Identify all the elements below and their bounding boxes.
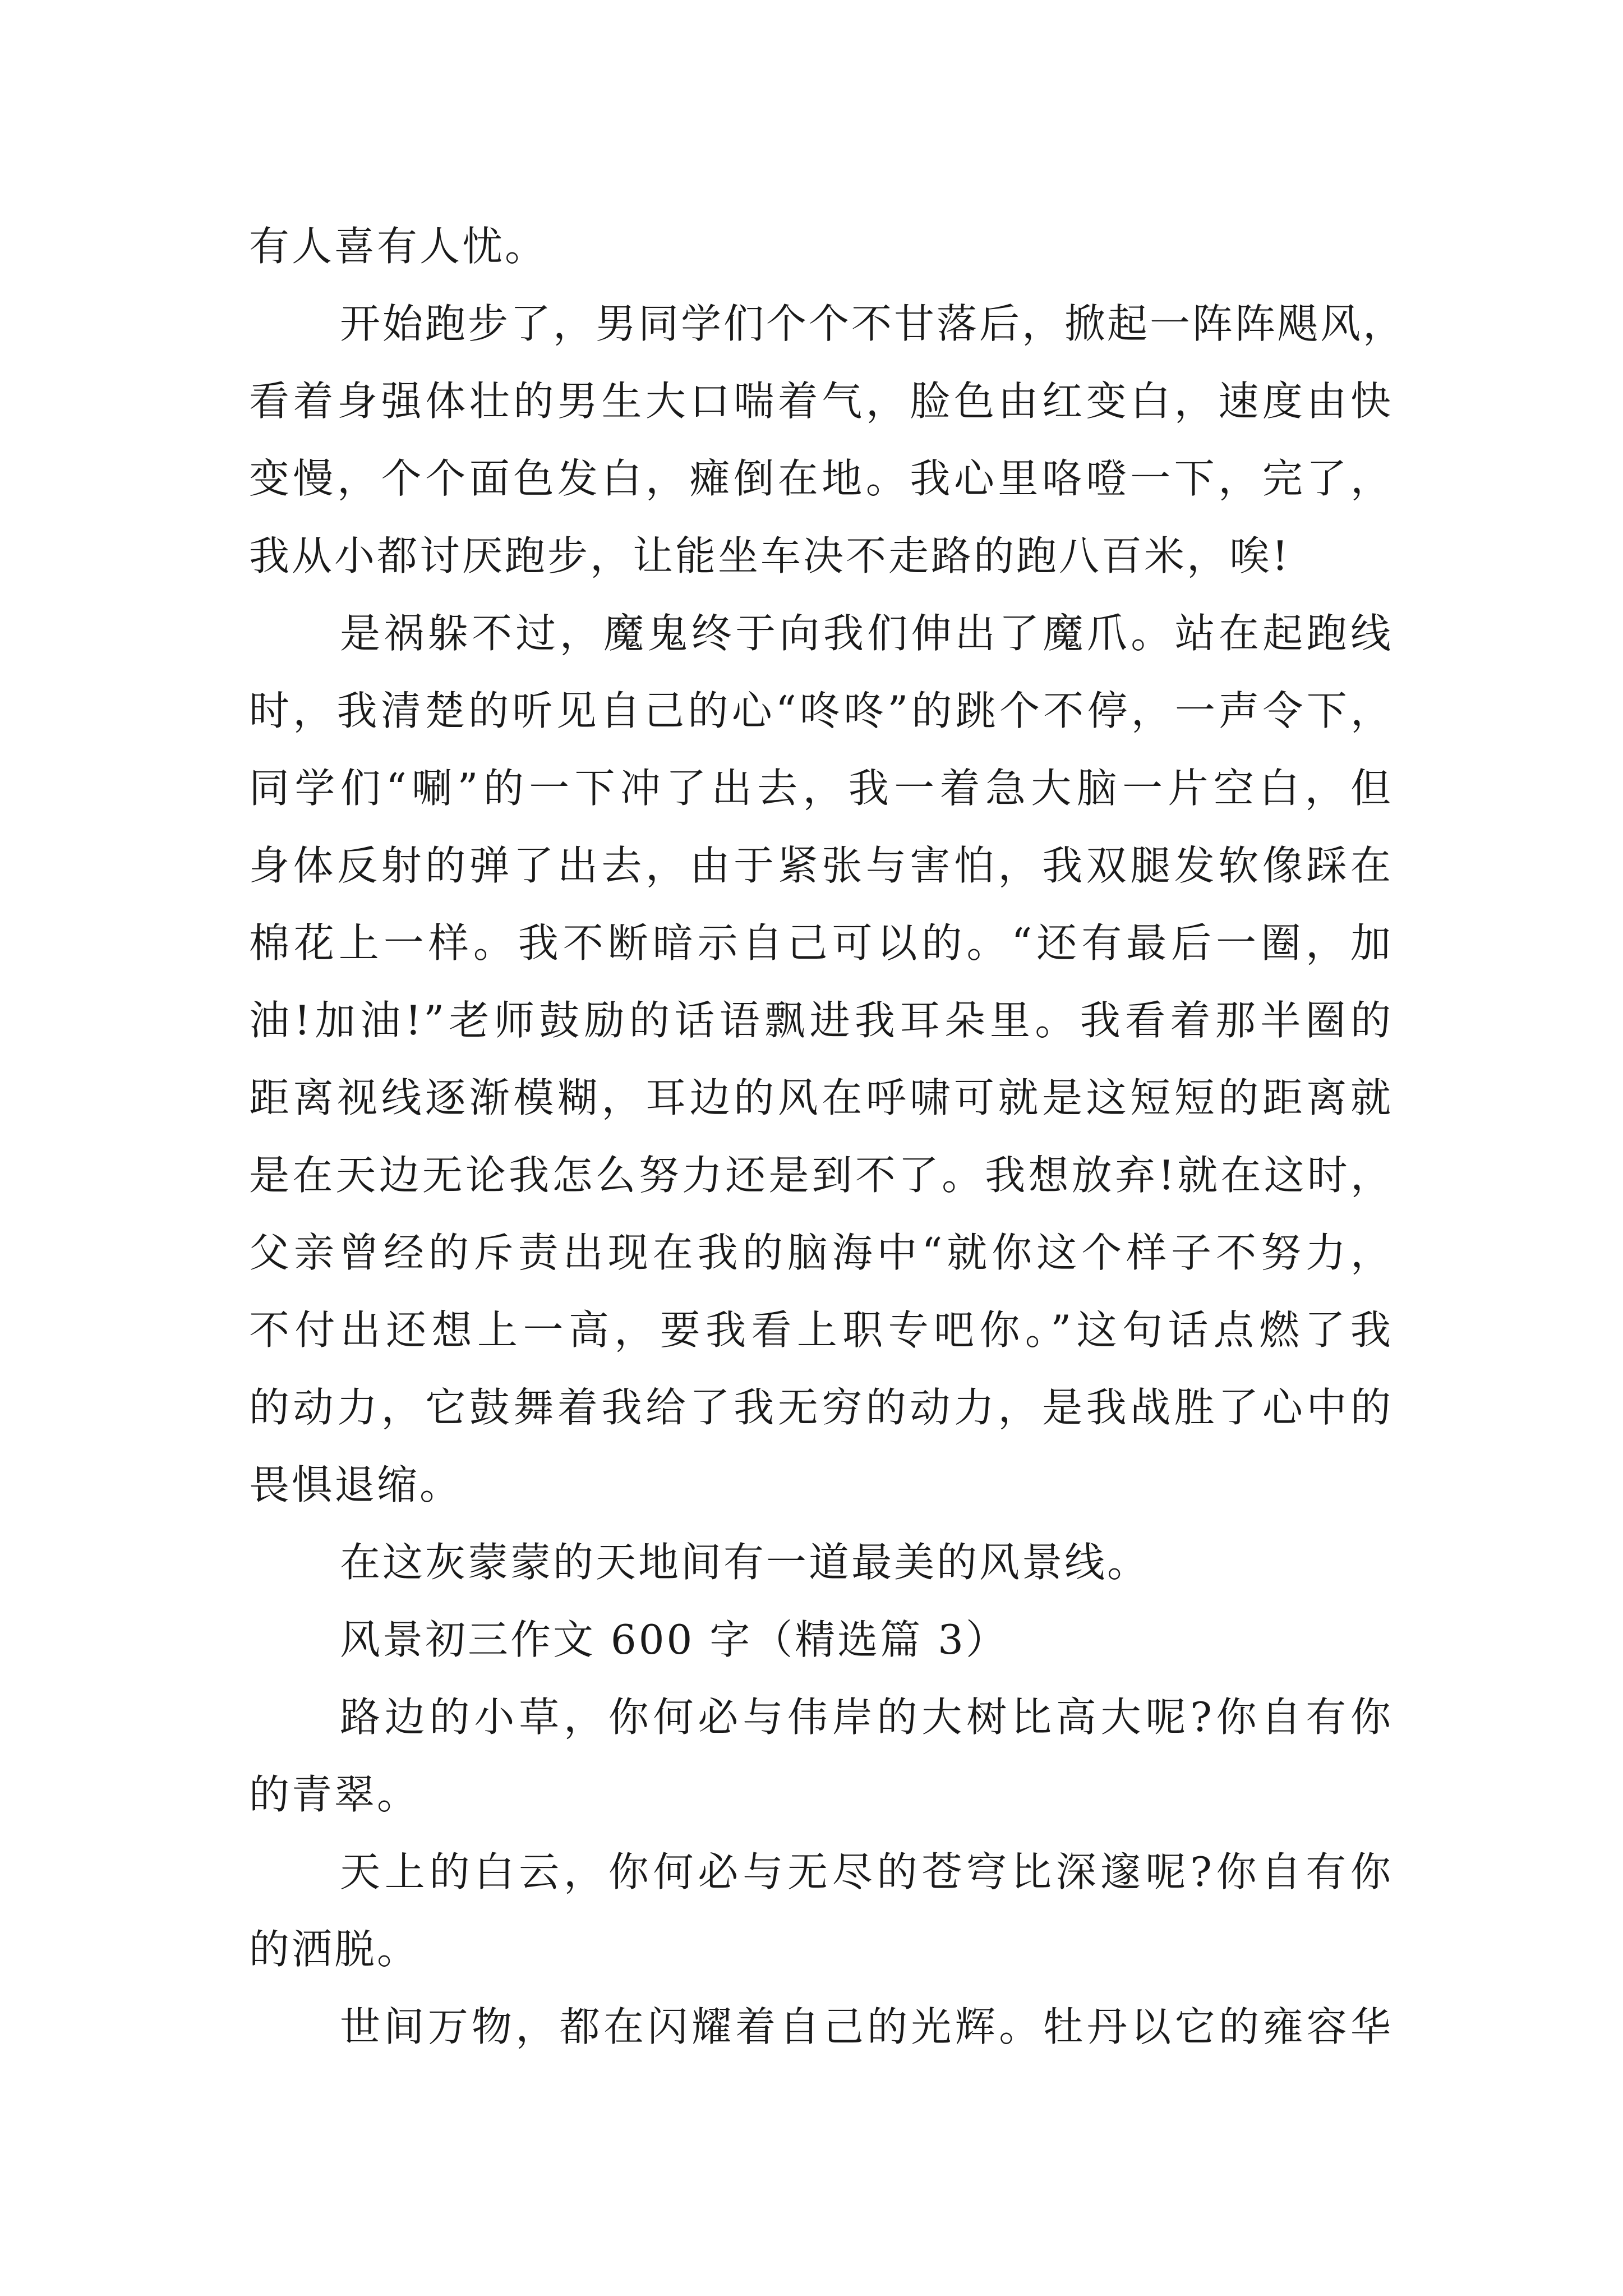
text-line: 路边的小草，你何必与伟岸的大树比高大呢?你自有你: [340, 1694, 1393, 1741]
text-line: 开始跑步了，男同学们个个不甘落后，掀起一阵阵飓风，: [340, 300, 1406, 347]
text-line: 同学们“唰”的一下冲了出去，我一着急大脑一片空白，但: [249, 765, 1393, 812]
text-line: 不付出还想上一高，要我看上职专吧你。”这句话点燃了我: [249, 1306, 1393, 1354]
text-line: 的洒脱。: [249, 1926, 420, 1973]
text-line: 看着身强体壮的男生大口喘着气，脸色由红变白，速度由快: [249, 378, 1393, 425]
text-line: 有人喜有人忧。: [249, 223, 548, 270]
text-line: 是祸躲不过，魔鬼终于向我们伸出了魔爪。站在起跑线: [340, 610, 1393, 657]
text-line: 时，我清楚的听见自己的心“咚咚”的跳个不停，一声令下，: [249, 687, 1393, 734]
text-line: 油!加油!”老师鼓励的话语飘进我耳朵里。我看着那半圈的: [249, 997, 1393, 1044]
text-line: 是在天边无论我怎么努力还是到不了。我想放弃!就在这时，: [249, 1152, 1393, 1199]
text-line: 我从小都讨厌跑步，让能坐车决不走路的跑八百米，唉!: [249, 532, 1290, 579]
text-line: 畏惧退缩。: [249, 1461, 463, 1508]
text-line: 父亲曾经的斥责出现在我的脑海中“就你这个样子不努力，: [249, 1229, 1393, 1276]
text-line: 变慢，个个面色发白，瘫倒在地。我心里咯噔一下，完了，: [249, 455, 1393, 502]
text-line: 在这灰蒙蒙的天地间有一道最美的风景线。: [340, 1539, 1150, 1586]
text-line: 的青翠。: [249, 1771, 420, 1818]
essay-body: [249, 208, 1406, 2065]
text-line: 距离视线逐渐模糊，耳边的风在呼啸可就是这短短的距离就: [249, 1074, 1393, 1121]
text-line: 棉花上一样。我不断暗示自己可以的。“还有最后一圈，加: [249, 919, 1393, 967]
text-line: 的动力，它鼓舞着我给了我无穷的动力，是我战胜了心中的: [249, 1384, 1393, 1431]
section-heading: 风景初三作文 600 字（精选篇 3）: [340, 1616, 1008, 1663]
text-line: 天上的白云，你何必与无尽的苍穹比深邃呢?你自有你: [340, 1848, 1393, 1895]
text-line: 身体反射的弹了出去，由于紧张与害怕，我双腿发软像踩在: [249, 842, 1393, 889]
text-line: 世间万物，都在闪耀着自己的光辉。牡丹以它的雍容华: [340, 2003, 1393, 2050]
